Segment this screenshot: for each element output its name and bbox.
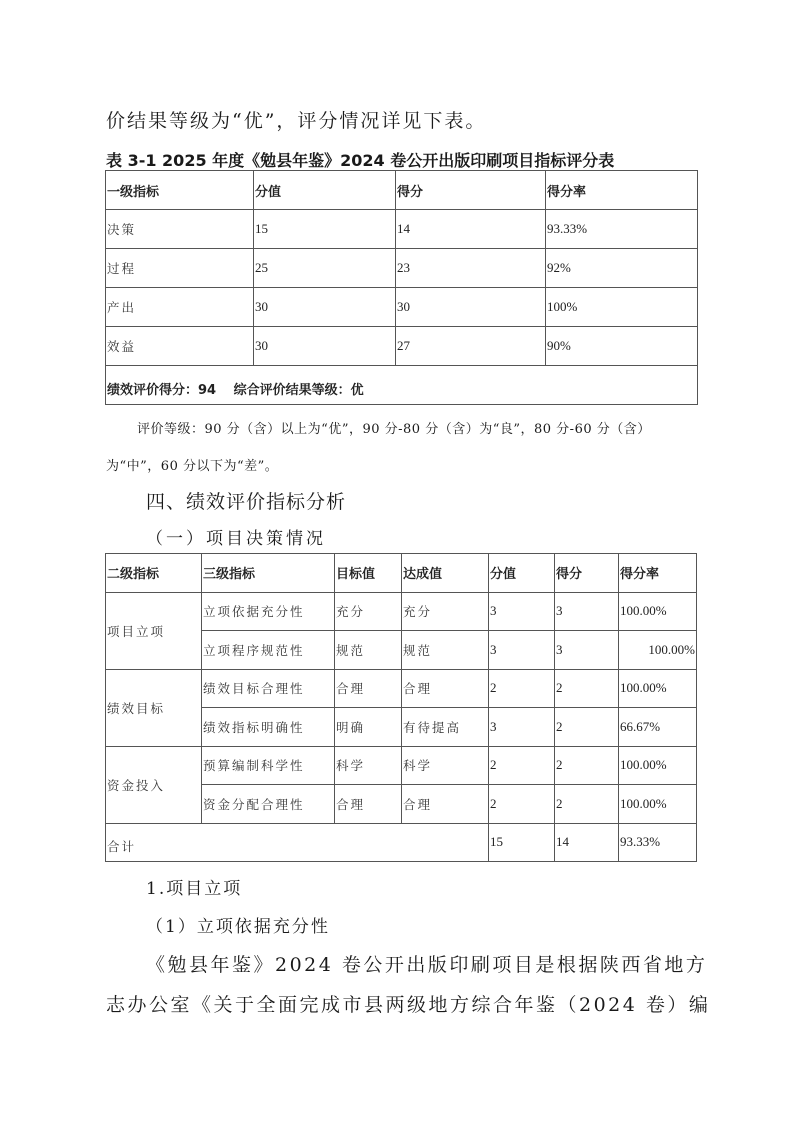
score-cell: 14 [396, 210, 546, 249]
score-cell: 2 [555, 746, 619, 785]
value-cell: 3 [489, 631, 555, 670]
header-cell: 得分 [555, 554, 619, 593]
header-cell: 二级指标 [106, 554, 202, 593]
group-cell: 项目立项 [106, 592, 202, 669]
total-row [106, 823, 697, 862]
table-header-row [106, 554, 697, 593]
rate-cell: 93.33% [546, 210, 698, 249]
target-cell: 科学 [335, 746, 402, 785]
rate-cell: 92% [546, 249, 698, 288]
table-row [106, 210, 698, 249]
table-header-row [106, 171, 698, 210]
section-heading: 四、绩效评价指标分析 [146, 491, 347, 513]
header-cell: 分值 [254, 171, 396, 210]
target-cell: 充分 [335, 592, 402, 631]
group-cell: 资金投入 [106, 746, 202, 823]
table-row [106, 669, 697, 708]
value-cell: 2 [489, 785, 555, 824]
indicator-cell: 资金分配合理性 [202, 785, 335, 824]
table-row [106, 288, 698, 327]
header-cell: 得分 [396, 171, 546, 210]
total-label: 合计 [106, 823, 489, 862]
rate-cell: 100.00% [619, 631, 697, 670]
target-cell: 明确 [335, 708, 402, 747]
value-cell: 30 [254, 327, 396, 366]
indicator-cell: 立项程序规范性 [202, 631, 335, 670]
achieved-cell: 规范 [402, 631, 489, 670]
header-cell: 得分率 [619, 554, 697, 593]
rate-cell: 100.00% [619, 746, 697, 785]
achieved-cell: 合理 [402, 669, 489, 708]
indicator-cell: 绩效目标合理性 [202, 669, 335, 708]
body-paragraph-line1: 《勉县年鉴》2024 卷公开出版印刷项目是根据陕西省地方 [146, 954, 708, 976]
rate-cell: 100% [546, 288, 698, 327]
indicator-cell: 预算编制科学性 [202, 746, 335, 785]
rate-cell: 90% [546, 327, 698, 366]
score-cell: 23 [396, 249, 546, 288]
header-cell: 分值 [489, 554, 555, 593]
target-cell: 合理 [335, 785, 402, 824]
indicator-cell: 过程 [106, 249, 254, 288]
value-cell: 3 [489, 708, 555, 747]
summary-row [106, 366, 698, 405]
body-paragraph-line2: 志办公室《关于全面完成市县两级地方综合年鉴（2024 卷）编 [106, 994, 711, 1016]
indicator-cell: 决策 [106, 210, 254, 249]
table-row [106, 327, 698, 366]
value-cell: 2 [489, 669, 555, 708]
rate-cell: 66.67% [619, 708, 697, 747]
total-value-cell: 15 [489, 823, 555, 862]
score-cell: 27 [396, 327, 546, 366]
indicator-cell: 产出 [106, 288, 254, 327]
group-cell: 绩效目标 [106, 669, 202, 746]
table-row [106, 746, 697, 785]
header-cell: 三级指标 [202, 554, 335, 593]
achieved-cell: 合理 [402, 785, 489, 824]
item-heading: 1.项目立项 [146, 879, 243, 899]
header-cell: 目标值 [335, 554, 402, 593]
indicator-cell: 立项依据充分性 [202, 592, 335, 631]
header-cell: 得分率 [546, 171, 698, 210]
header-cell: 一级指标 [106, 171, 254, 210]
score-cell: 2 [555, 669, 619, 708]
total-rate-cell: 93.33% [619, 823, 697, 862]
achieved-cell: 有待提高 [402, 708, 489, 747]
header-cell: 达成值 [402, 554, 489, 593]
rate-cell: 100.00% [619, 669, 697, 708]
indicator-cell: 绩效指标明确性 [202, 708, 335, 747]
score-cell: 2 [555, 785, 619, 824]
grade-note-line1: 评价等级：90 分（含）以上为“优”，90 分-80 分（含）为“良”，80 分-60 分（含） [137, 422, 651, 437]
table1-caption: 表 3-1 2025 年度《勉县年鉴》2024 卷公开出版印刷项目指标评分表 [106, 151, 615, 170]
subsection-heading: （一）项目决策情况 [146, 529, 326, 549]
intro-paragraph: 价结果等级为“优”，评分情况详见下表。 [106, 110, 487, 132]
value-cell: 2 [489, 746, 555, 785]
decision-indicators-table [105, 553, 697, 862]
total-score-cell: 14 [555, 823, 619, 862]
performance-summary: 绩效评价得分：94 综合评价结果等级：优 [106, 366, 698, 405]
value-cell: 3 [489, 592, 555, 631]
achieved-cell: 科学 [402, 746, 489, 785]
value-cell: 25 [254, 249, 396, 288]
score-cell: 3 [555, 631, 619, 670]
score-cell: 3 [555, 592, 619, 631]
target-cell: 规范 [335, 631, 402, 670]
target-cell: 合理 [335, 669, 402, 708]
value-cell: 15 [254, 210, 396, 249]
achieved-cell: 充分 [402, 592, 489, 631]
rate-cell: 100.00% [619, 785, 697, 824]
grade-note-line2: 为“中”，60 分以下为“差”。 [106, 459, 279, 474]
rate-cell: 100.00% [619, 592, 697, 631]
scoring-summary-table [105, 170, 698, 405]
indicator-cell: 效益 [106, 327, 254, 366]
value-cell: 30 [254, 288, 396, 327]
table-row [106, 592, 697, 631]
score-cell: 30 [396, 288, 546, 327]
table-row [106, 249, 698, 288]
score-cell: 2 [555, 708, 619, 747]
sub-item-heading: （1）立项依据充分性 [146, 917, 330, 937]
